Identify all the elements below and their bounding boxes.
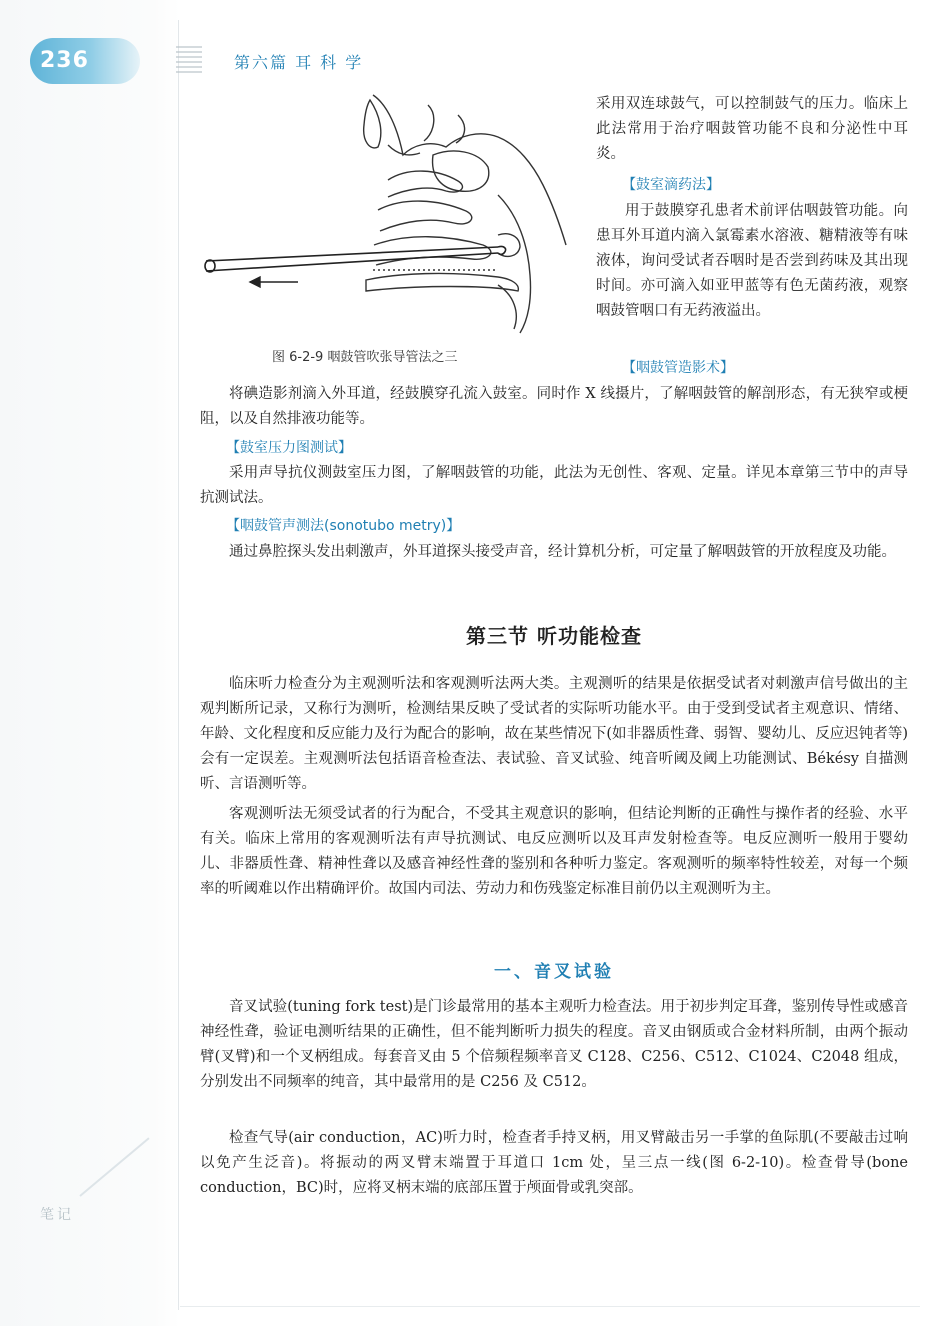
margin-divider [178, 20, 179, 1310]
notes-label: 笔记 [40, 1207, 74, 1223]
paragraph-sonotubometry: 通过鼻腔探头发出刺激声，外耳道探头接受声音，经计算机分析，可定量了解咽鼓管的开放程度及功能。 [229, 544, 896, 560]
paragraph-hearing-2: 客观测听法无须受试者的行为配合，不受其主观意识的影响，但结论判断的正确性与操作者的经验、水平有关。临床上常用的客观测听法有声导抗测试、电反应测听以及耳声发射检查等。电反应测听一般用于婴幼儿、非器质性聋、精神性聋以及感音神经性聋的鉴别和各种听力鉴定。客观测听的频率特性较差，对每一个频率的听阈难以作出精确评价。故国内司法、劳动力和伤残鉴定标准目前仍以主观测听为主。 [200, 806, 908, 897]
section-title: 第三节 听功能检查 [466, 624, 642, 648]
catheter [205, 246, 506, 272]
insertion-arrow [250, 277, 298, 287]
frontal-sinus [364, 100, 381, 148]
sphenoid-sinus [433, 151, 489, 191]
figure-caption: 图 6-2-9 咽鼓管吹张导管法之三 [272, 350, 458, 365]
header-decoration [176, 46, 202, 76]
eustachian-tube-catheter-illustration [198, 85, 580, 335]
paragraph-tuning-fork-1: 音叉试验(tuning fork test)是门诊最常用的基本主观听力检查法。用于初步判定耳聋，鉴别传导性或感音神经性聋，验证电测听结果的正确性，但不能判断听力损失的程度。音叉由钢质或合金材料所制，由两个振动臂(叉臂)和一个叉柄组成。每套音叉由 5 个倍频程频率音叉 C128、C256、C512、C1024、C2048 组成，分别发出不同频率的纯音，其中最常用的是 C256 及 C512。 [200, 999, 908, 1090]
heading-tube-angiography: 【咽鼓管造影术】 [622, 360, 734, 376]
paragraph-contrast: 将碘造影剂滴入外耳道，经鼓膜穿孔流入鼓室。同时作 X 线摄片，了解咽鼓管的解剖形态，有无狭窄或梗阻，以及自然排液功能等。 [200, 386, 908, 427]
page-number-badge: 236 [30, 38, 140, 84]
paragraph-tuning-fork-2: 检查气导(air conduction，AC)听力时，检查者手持叉柄，用叉臂敲击另一手掌的鱼际肌(不要敲击过响以免产生泛音)。将振动的两叉臂末端置于耳道口 1cm 处，呈三点一线(图 6-2-10)。检查骨导(bone conduction，BC)时，应将叉柄末端的底部压置于颅面骨或乳突部。 [200, 1130, 908, 1196]
heading-sonotubometry: 【咽鼓管声测法(sonotubo metry)】 [226, 518, 461, 534]
paragraph-continued: 采用双连球鼓气，可以控制鼓气的压力。临床上此法常用于治疗咽鼓管功能不良和分泌性中耳炎。 [596, 96, 908, 162]
heading-tympanometry: 【鼓室压力图测试】 [226, 440, 352, 456]
subsection-title: 一、音叉试验 [494, 962, 614, 982]
paragraph-tympanometry: 采用声导抗仪测鼓室压力图，了解咽鼓管的功能，此法为无创性、客观、定量。详见本章第三节中的声导抗测试法。 [200, 465, 908, 506]
page-margin [0, 0, 180, 1326]
nasopharynx-wall [498, 195, 531, 333]
paragraph-tympanic-drop: 用于鼓膜穿孔患者术前评估咽鼓管功能。向患耳外耳道内滴入氯霉素水溶液、糖精液等有味液体，询问受试者吞咽时是否尝到药味及其出现时间。亦可滴入如亚甲蓝等有色无菌药液，观察咽鼓管咽口有无药液溢出。 [596, 203, 908, 319]
superior-turbinate [388, 171, 462, 197]
running-head: 第六篇 耳 科 学 [234, 53, 364, 72]
middle-turbinate [378, 201, 472, 231]
tube-orifice [498, 234, 520, 257]
paragraph-hearing-1: 临床听力检查分为主观测听法和客观测听法两大类。主观测听的结果是依据受试者对刺激声信号做出的主观判断所记录，又称行为测听，检测结果反映了受试者的实际听功能水平。由于受到受试者主观意识、情绪、年龄、文化程度和反应能力及行为配合的影响，故在某些情况下(如非器质性聋、弱智、婴幼儿、反应迟钝者等)会有一定误差。主观测听法包括语音检查法、表试验、音叉试验、纯音听阈及阈上功能测试、Békésy 自描测听、言语测听等。 [200, 676, 908, 792]
heading-tympanic-drop: 【鼓室滴药法】 [622, 177, 720, 193]
bottom-rule [180, 1306, 920, 1307]
soft-palate [498, 285, 516, 329]
hard-palate [366, 273, 518, 291]
